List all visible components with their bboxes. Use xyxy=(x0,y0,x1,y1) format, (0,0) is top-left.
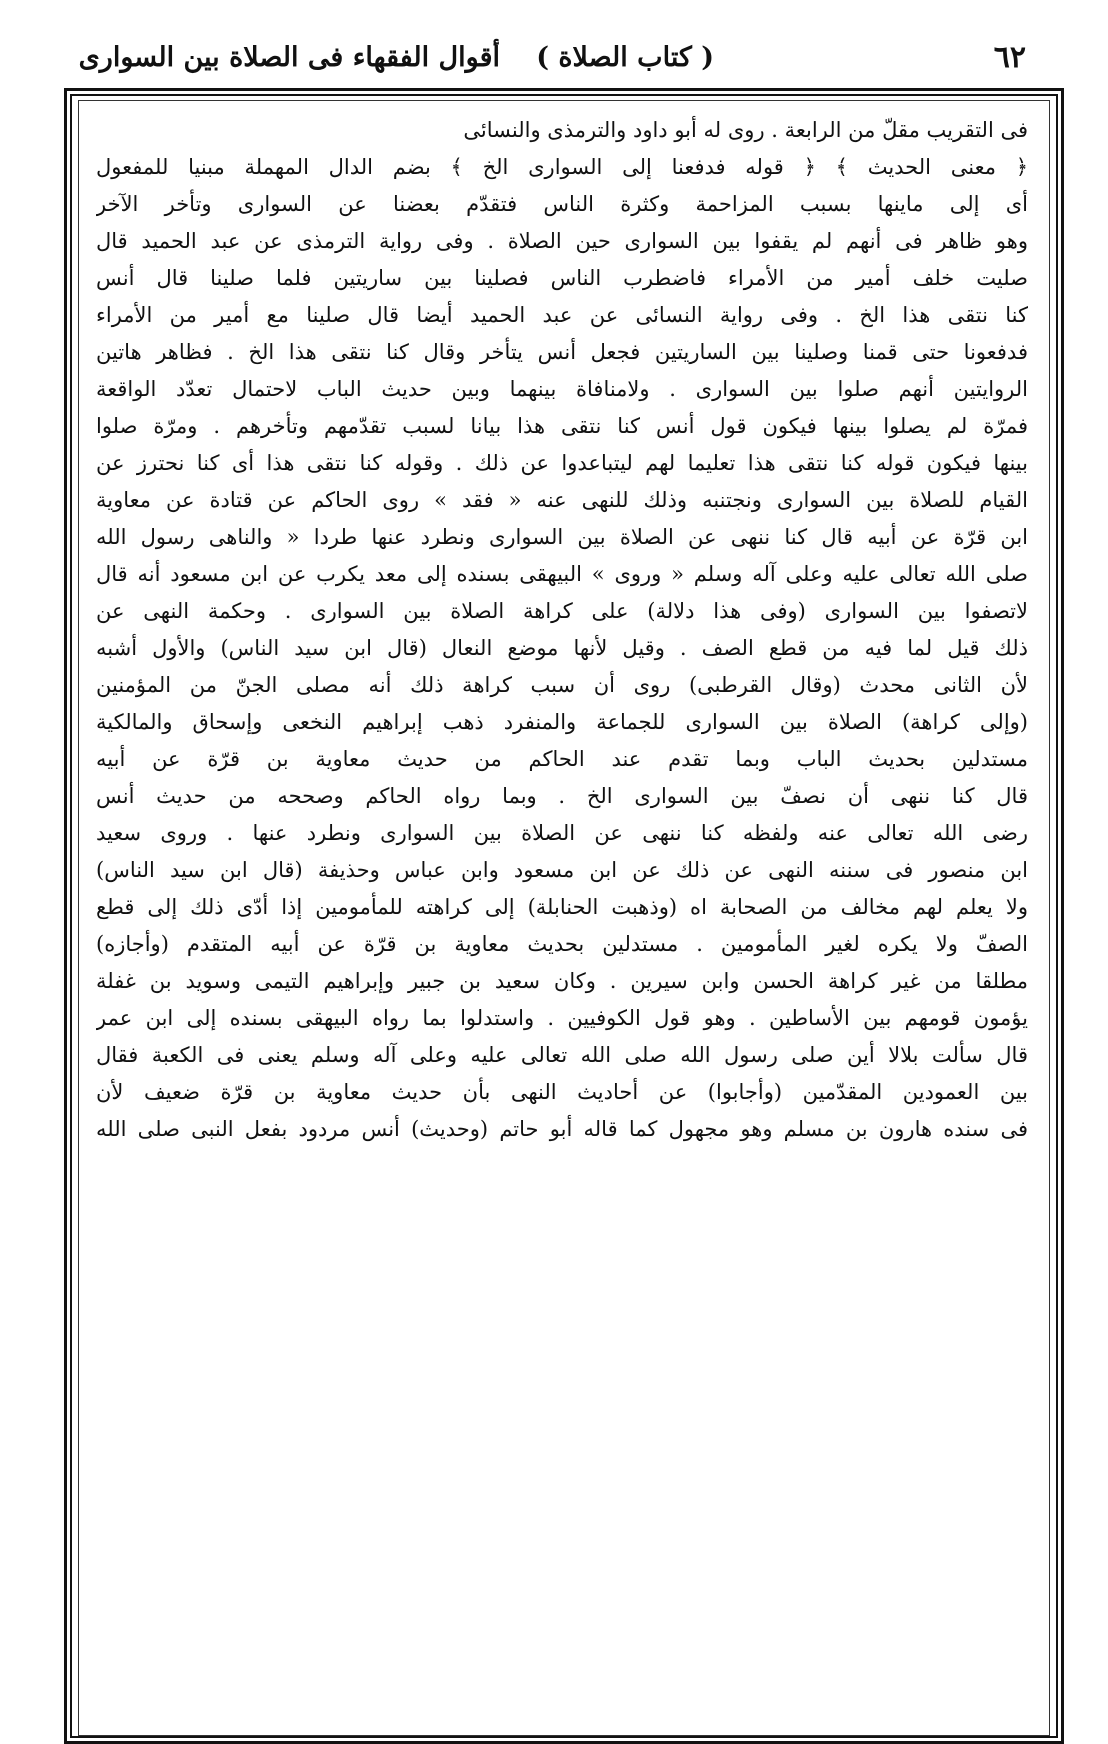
text-line: مستدلين بحديث الباب وبما تقدم عند الحاكم من حديث معاوية بن قرّة عن أبيه xyxy=(96,747,1028,771)
text-line: فدفعونا حتى قمنا وصلينا بين الساريتين فجعل أنس يتأخر وقال كنا نتقى هذا الخ . فظاهر هاتين xyxy=(96,340,1028,364)
text-line: ابن منصور فى سننه النهى عن ذلك عن ابن مسعود وابن عباس وحذيفة (قال ابن سيد الناس) xyxy=(96,858,1028,882)
text-line: قال سألت بلالا أين صلى رسول الله صلى الله تعالى عليه وعلى آله وسلم يعنى فى الكعبة فقال xyxy=(96,1043,1028,1067)
text-line: لاتصفوا بين السوارى (وفى هذا دلالة) على كراهة الصلاة بين السوارى . وحكمة النهى عن xyxy=(96,599,1028,623)
text-line: الروايتين أنهم صلوا بين السوارى . ولامنافاة بينهما وبين حديث الباب لاحتمال تعدّد الواقعة xyxy=(96,377,1028,401)
text-line: بينها فيكون قوله كنا نتقى هذا تعليما لهم ليتباعدوا عن ذلك . وقوله كنا نتقى هذا أى كنا نحترز عن xyxy=(96,451,1028,475)
text-line: فى سنده هارون بن مسلم وهو مجهول كما قاله أبو حاتم (وحديث) أنس مردود بفعل النبى صلى الله xyxy=(96,1117,1028,1141)
text-line: صلى الله تعالى عليه وعلى آله وسلم « وروى » البيهقى بسنده إلى معد يكرب عن ابن مسعود أنه قال xyxy=(96,562,1028,586)
text-line: وهو ظاهر فى أنهم لم يقفوا بين السوارى حين الصلاة . وفى رواية الترمذى عن عبد الحميد قال xyxy=(96,229,1028,253)
text-line: القيام للصلاة بين السوارى ونجتنبه وذلك للنهى عنه « فقد » روى الحاكم عن قتادة عن معاوية xyxy=(96,488,1028,512)
text-line: صليت خلف أمير من الأمراء فاضطرب الناس فصلينا بين ساريتين فلما صلينا قال أنس xyxy=(96,266,1028,290)
text-line: ابن قرّة عن أبيه قال كنا ننهى عن الصلاة بين السوارى ونطرد عنها طردا « والناهى رسول الله xyxy=(96,525,1028,549)
running-title: أقوال الفقهاء فى الصلاة بين السوارى xyxy=(78,42,500,73)
text-line: فى التقريب مقلّ من الرابعة . روى له أبو داود والترمذى والنسائى xyxy=(463,118,1028,142)
text-line: (وإلى كراهة) الصلاة بين السوارى للجماعة والمنفرد ذهب إبراهيم النخعى وإسحاق والمالكية xyxy=(96,710,1028,734)
page-header xyxy=(70,36,1070,86)
text-line: ﴿ معنى الحديث ﴾ ﴿ قوله فدفعنا إلى السوارى الخ ﴾ بضم الدال المهملة مبنيا للمفعول xyxy=(96,155,1028,179)
text-line: ذلك قيل لما فيه من قطع الصف . وقيل لأنها موضع النعال (قال ابن سيد الناس) والأول أشبه xyxy=(96,636,1028,660)
text-line: ولا يعلم لهم مخالف من الصحابة اه (وذهبت الحنابلة) إلى كراهته للمأمومين إذا أدّى ذلك إلى قطع xyxy=(96,895,1028,919)
text-line: مطلقا من غير كراهة الحسن وابن سيرين . وكان سعيد بن جبير وإبراهيم التيمى وسويد بن غفلة xyxy=(96,969,1028,993)
page-number: ٦٢ xyxy=(993,40,1026,75)
text-line: بين العمودين المقدّمين (وأجابوا) عن أحاديث النهى بأن حديث معاوية بن قرّة ضعيف لأن xyxy=(96,1080,1028,1104)
text-line: يؤمون قومهم بين الأساطين . وهو قول الكوفيين . واستدلوا بما رواه البيهقى بسنده إلى ابن عمر xyxy=(96,1006,1028,1030)
text-line: أى إلى ماينها بسبب المزاحمة وكثرة الناس فتقدّم بعضنا عن السوارى وتأخر الآخر xyxy=(96,192,1028,216)
text-line: لأن الثانى محدث (وقال القرطبى) روى أن سبب كراهة ذلك أنه مصلى الجنّ من المؤمنين xyxy=(96,673,1028,697)
body-text xyxy=(96,112,1028,1148)
text-line: فمرّة لم يصلوا بينها فيكون قول أنس كنا نتقى هذا بيانا لسبب تقدّمهم وتأخرهم . ومرّة صلوا xyxy=(96,414,1028,438)
text-line: الصفّ ولا يكره لغير المأمومين . مستدلين بحديث معاوية بن قرّة عن أبيه المتقدم (وأجازه) xyxy=(96,932,1028,956)
book-title: ( كتاب الصلاة ) xyxy=(536,42,714,73)
text-line: كنا نتقى هذا الخ . وفى رواية النسائى عن عبد الحميد أيضا قال صلينا مع أمير من الأمراء xyxy=(96,303,1028,327)
text-line: رضى الله تعالى عنه ولفظه كنا ننهى عن الصلاة بين السوارى ونطرد عنها . وروى سعيد xyxy=(96,821,1028,845)
text-line: قال كنا ننهى أن نصفّ بين السوارى الخ . وبما رواه الحاكم وصححه من حديث أنس xyxy=(96,784,1028,808)
